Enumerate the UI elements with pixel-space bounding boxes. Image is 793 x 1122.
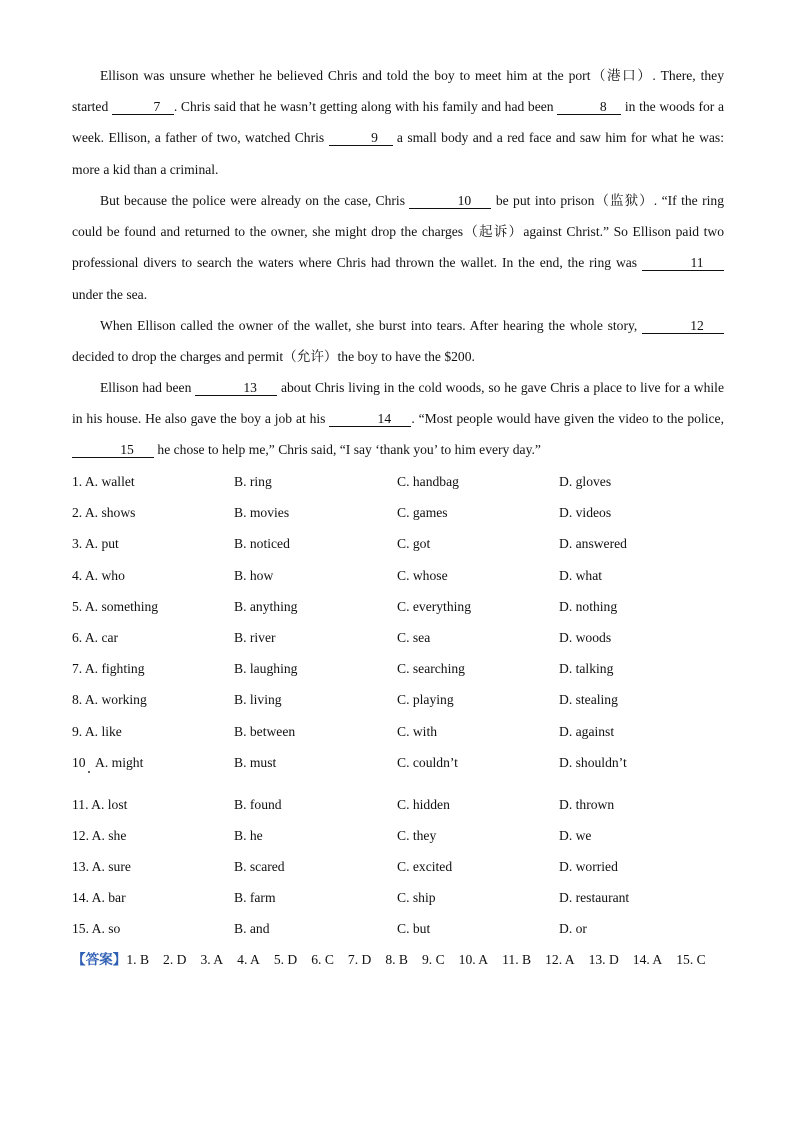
paragraph-text: . “Most people would have given the video to the police,	[411, 411, 724, 427]
paragraph-text: about Chris living in the cold woods, so he gave Chris a place to live for a while in his house. He also gave the boy a job at his	[72, 380, 724, 427]
paragraph-text: decided to drop the charges and permit（允许）the boy to have the $200.	[72, 349, 475, 365]
answer-item: 4. A	[237, 952, 260, 967]
question-row	[72, 716, 732, 747]
option-c: C. hidden	[397, 796, 450, 812]
option-a: 11. A. lost	[72, 796, 128, 812]
answer-item: 2. D	[163, 952, 187, 967]
option-d: D. answered	[559, 536, 627, 552]
option-d: D. nothing	[559, 598, 618, 614]
option-a: 6. A. car	[72, 629, 119, 645]
question-row	[72, 747, 732, 789]
paragraph-text: be put into prison（监狱）. “If the ring could be found and returned to the owner, she might drop the charges（起诉）against Christ.” So Ellison paid two professional divers to search the waters where Chris had thrown the wallet. In the end, the ring was	[72, 193, 724, 271]
question-row	[72, 684, 732, 715]
blank-8: 8	[557, 99, 621, 115]
option-b: B. and	[234, 921, 270, 937]
paragraph-text: When Ellison called the owner of the wallet, she burst into tears. After hearing the whole story,	[100, 318, 642, 333]
question-row	[72, 882, 732, 913]
option-a: 4. A. who	[72, 567, 125, 583]
answer-item: 6. C	[311, 952, 334, 967]
question-row	[72, 653, 732, 684]
option-d: D. shouldn’t	[559, 754, 627, 770]
passage-paragraph-2	[72, 185, 724, 310]
option-c: C. sea	[397, 629, 431, 645]
question-row	[72, 851, 732, 882]
option-a: 2. A. shows	[72, 505, 136, 521]
answer-item: 5. D	[273, 952, 298, 967]
option-b: B. river	[234, 629, 276, 645]
option-b: B. must	[234, 754, 277, 770]
option-b: B. how	[234, 567, 274, 583]
option-b: B. farm	[234, 890, 276, 906]
option-c: C. they	[397, 827, 437, 843]
passage-paragraph-4	[72, 372, 724, 466]
blank-13: 13	[195, 380, 277, 396]
paragraph-text: he chose to help me,” Chris said, “I say ‘thank you’ to him every day.”	[154, 442, 541, 458]
paragraph-text: under the sea.	[72, 286, 148, 302]
question-row	[72, 497, 732, 528]
option-a: 7. A. fighting	[72, 661, 145, 677]
option-c: C. searching	[397, 661, 465, 677]
stray-dot-mark	[88, 771, 90, 773]
option-c: C. games	[397, 505, 448, 521]
option-a: 3. A. put	[72, 536, 119, 552]
option-c: C. couldn’t	[397, 754, 458, 770]
answer-item: 1. B	[126, 952, 150, 967]
option-d: D. thrown	[559, 796, 615, 812]
answer-item: 10. A	[458, 952, 489, 967]
option-c: C. got	[397, 536, 431, 552]
paragraph-text: Ellison was unsure whether he believed Chris and told the boy to meet him at the port（港口）. There, they started	[72, 68, 724, 115]
paragraph-text: . Chris said that he wasn’t getting along with his family and had been	[173, 99, 558, 115]
option-d: D. worried	[559, 859, 618, 875]
answer-item: 14. A	[632, 952, 663, 967]
option-b: B. movies	[234, 505, 290, 521]
option-d: D. or	[559, 921, 587, 937]
option-c: C. ship	[397, 890, 436, 906]
option-a: 1. A. wallet	[72, 474, 135, 489]
option-b: B. between	[234, 723, 296, 739]
answer-item: 13. D	[588, 952, 619, 967]
question-row	[72, 466, 732, 497]
question-row	[72, 789, 732, 820]
option-b: B. scared	[234, 859, 285, 875]
option-b: B. living	[234, 692, 282, 708]
answer-item: 11. B	[502, 952, 532, 967]
blank-11: 11	[642, 255, 724, 271]
option-d: D. talking	[559, 661, 614, 677]
option-b: B. he	[234, 827, 263, 843]
option-c: C. whose	[397, 567, 448, 583]
option-b: B. anything	[234, 598, 298, 614]
option-a: 5. A. something	[72, 598, 159, 614]
option-a: 10 A. might	[72, 754, 144, 770]
question-row	[72, 820, 732, 851]
option-a: 14. A. bar	[72, 890, 126, 906]
blank-7: 7	[112, 99, 174, 115]
option-c: C. excited	[397, 859, 453, 875]
option-d: D. gloves	[559, 474, 612, 489]
option-c: C. with	[397, 723, 438, 739]
answer-label: 【答案】	[72, 952, 127, 967]
passage-paragraph-3	[72, 310, 724, 372]
option-a: 9. A. like	[72, 723, 122, 739]
option-d: D. videos	[559, 505, 612, 521]
option-b: B. ring	[234, 474, 272, 489]
answer-item: 8. B	[385, 952, 408, 967]
option-d: D. we	[559, 827, 592, 843]
blank-12: 12	[642, 318, 724, 334]
answer-item: 15. C	[676, 952, 706, 967]
answer-item: 9. C	[422, 952, 445, 967]
blank-14: 14	[329, 411, 411, 427]
answer-item: 7. D	[347, 952, 372, 967]
option-c: C. but	[397, 921, 431, 937]
option-d: D. what	[559, 567, 603, 583]
option-b: B. noticed	[234, 536, 290, 552]
answer-key	[72, 944, 724, 975]
blank-15: 15	[72, 442, 154, 458]
answer-item: 3. A	[200, 952, 224, 967]
question-row	[72, 560, 732, 591]
question-row	[72, 622, 732, 653]
option-d: D. against	[559, 723, 615, 739]
option-a: 8. A. working	[72, 692, 147, 708]
blank-9: 9	[329, 130, 393, 146]
passage-paragraph-1	[72, 60, 724, 185]
question-row	[72, 591, 732, 622]
question-row	[72, 528, 732, 559]
option-d: D. stealing	[559, 692, 618, 708]
option-a: 15. A. so	[72, 921, 121, 937]
option-b: B. found	[234, 796, 282, 812]
question-options	[72, 466, 732, 945]
blank-10: 10	[409, 193, 491, 209]
option-a: 13. A. sure	[72, 859, 131, 875]
option-c: C. handbag	[397, 474, 459, 489]
answer-item: 12. A	[545, 952, 575, 967]
paragraph-text: in the woods for a week. Ellison, a father of two, watched Chris	[72, 99, 725, 146]
paragraph-text: But because the police were already on the case, Chris	[100, 193, 410, 208]
option-d: D. woods	[559, 629, 612, 645]
paragraph-text: Ellison had been	[100, 380, 196, 395]
option-b: B. laughing	[234, 661, 298, 677]
option-c: C. everything	[397, 598, 471, 614]
option-c: C. playing	[397, 692, 454, 708]
option-a: 12. A. she	[72, 827, 127, 843]
paragraph-text: a small body and a red face and saw him for what he was: more a kid than a criminal.	[72, 130, 724, 177]
question-row	[72, 913, 732, 944]
option-d: D. restaurant	[559, 890, 630, 906]
